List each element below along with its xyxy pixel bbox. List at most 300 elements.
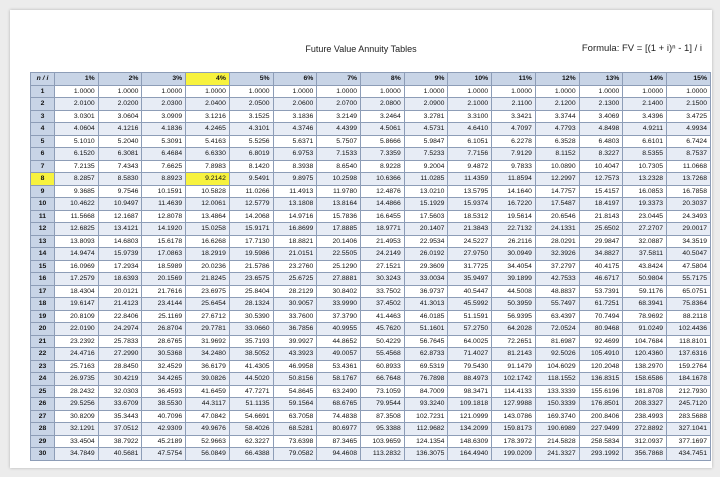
table-cell: 10.2598 [317,173,361,186]
table-cell: 20.1406 [317,235,361,248]
table-cell: 66.7648 [361,373,405,386]
table-cell: 12.0061 [186,198,230,211]
table-cell: 17.5603 [404,210,448,223]
period-label: 5 [31,135,55,148]
table-cell: 49.9676 [186,423,230,436]
table-cell: 1.0000 [273,85,317,98]
table-cell: 30.0949 [492,248,536,261]
table-cell: 16.7220 [492,198,536,211]
table-cell: 39.0826 [186,373,230,386]
table-cell: 1.0000 [535,85,579,98]
table-cell: 8.8923 [142,173,186,186]
table-cell: 3.1836 [273,110,317,123]
table-cell: 9.7546 [98,185,142,198]
table-cell: 241.3327 [535,448,579,461]
table-cell: 36.7856 [273,323,317,336]
table-cell: 9.2004 [404,160,448,173]
table-cell: 6.1520 [55,148,99,161]
table-cell: 9.8975 [273,173,317,186]
table-row [31,98,711,111]
table-cell: 70.7494 [579,310,623,323]
table-cell: 50.8156 [273,373,317,386]
table-cell: 30.8209 [55,410,99,423]
table-cell: 312.0937 [623,435,667,448]
table-cell: 10.5828 [186,185,230,198]
table-cell: 47.5754 [142,448,186,461]
table-cell: 44.5008 [492,285,536,298]
table-cell: 37.5811 [623,248,667,261]
table-cell: 44.3117 [186,398,230,411]
table-cell: 47.5804 [667,260,711,273]
table-cell: 92.4699 [579,335,623,348]
table-cell: 5.8666 [361,135,405,148]
table-cell: 33.7502 [361,285,405,298]
table-cell: 28.0291 [535,235,579,248]
table-cell: 21.4123 [98,298,142,311]
table-cell: 78.9692 [623,310,667,323]
table-cell: 3.2149 [317,110,361,123]
table-cell: 6.4684 [142,148,186,161]
table-cell: 65.0751 [667,285,711,298]
period-label: 12 [31,223,55,236]
table-cell: 1.0000 [317,85,361,98]
table-cell: 10.4622 [55,198,99,211]
table-cell: 1.0000 [229,85,273,98]
table-cell: 2.0200 [98,98,142,111]
table-cell: 155.6196 [579,385,623,398]
table-cell: 66.4388 [229,448,273,461]
table-cell: 11.4359 [448,173,492,186]
table-row [31,198,711,211]
table-cell: 93.3240 [404,398,448,411]
table-cell: 10.7305 [623,160,667,173]
table-cell: 80.6977 [317,423,361,436]
table-cell: 12.6825 [55,223,99,236]
rate-header: 13% [579,73,623,86]
table-cell: 35.9497 [448,273,492,286]
period-label: 17 [31,285,55,298]
table-cell: 10.1591 [142,185,186,198]
period-label: 1 [31,85,55,98]
period-label: 22 [31,348,55,361]
table-cell: 11.4639 [142,198,186,211]
table-cell: 34.7849 [55,448,99,461]
table-cell: 75.8364 [667,298,711,311]
table-cell: 76.7898 [404,373,448,386]
table-cell: 87.3465 [317,435,361,448]
table-cell: 19.5614 [492,210,536,223]
table-cell: 2.1100 [492,98,536,111]
table-cell: 33.9990 [317,298,361,311]
table-cell: 150.3339 [535,398,579,411]
table-cell: 21.7616 [142,285,186,298]
table-cell: 40.7096 [142,410,186,423]
table-cell: 24.5227 [448,235,492,248]
table-cell: 29.0017 [667,223,711,236]
table-cell: 18.4197 [579,198,623,211]
table-row [31,123,711,136]
table-cell: 34.2480 [186,348,230,361]
table-cell: 79.0582 [273,448,317,461]
table-cell: 37.4502 [361,298,405,311]
table-cell: 13.0210 [404,185,448,198]
table-cell: 20.6546 [535,210,579,223]
rate-header: 6% [273,73,317,86]
table-cell: 56.0849 [186,448,230,461]
table-cell: 32.0303 [98,385,142,398]
table-cell: 4.7793 [535,123,579,136]
table-cell: 245.7120 [667,398,711,411]
table-cell: 8.3938 [273,160,317,173]
table-cell: 136.8315 [579,373,623,386]
period-label: 14 [31,248,55,261]
table-cell: 32.0887 [623,235,667,248]
table-cell: 356.7868 [623,448,667,461]
table-cell: 63.2490 [317,385,361,398]
table-cell: 50.3959 [492,298,536,311]
table-cell: 13.1808 [273,198,317,211]
table-cell: 3.1216 [186,110,230,123]
period-label: 21 [31,335,55,348]
table-cell: 87.3508 [361,410,405,423]
table-cell: 46.6717 [579,273,623,286]
table-cell: 8.6540 [317,160,361,173]
table-cell: 176.8501 [579,398,623,411]
table-cell: 17.7130 [229,235,273,248]
table-cell: 27.9750 [448,248,492,261]
table-cell: 14.1640 [492,185,536,198]
table-cell: 40.4175 [579,260,623,273]
table-cell: 178.3972 [492,435,536,448]
table-cell: 159.2764 [667,360,711,373]
rate-header: 4% [186,73,230,86]
table-cell: 11.5668 [55,210,99,223]
table-cell: 8.1420 [229,160,273,173]
table-cell: 8.9228 [361,160,405,173]
table-cell: 13.5795 [448,185,492,198]
table-cell: 53.7391 [579,285,623,298]
period-label: 29 [31,435,55,448]
table-row [31,448,711,461]
table-cell: 133.3339 [535,385,579,398]
table-cell: 283.5688 [667,410,711,423]
table-cell: 48.8837 [535,285,579,298]
table-cell: 10.4047 [579,160,623,173]
table-cell: 32.1291 [55,423,99,436]
table-cell: 7.3359 [361,148,405,161]
header-row [31,73,711,86]
table-body [31,85,711,460]
period-label: 26 [31,398,55,411]
table-row [31,173,711,186]
table-cell: 377.1697 [667,435,711,448]
period-label: 16 [31,273,55,286]
table-cell: 6.4803 [579,135,623,148]
table-cell: 68.3941 [623,298,667,311]
table-cell: 2.0500 [229,98,273,111]
table-cell: 27.1521 [361,260,405,273]
table-cell: 12.4876 [361,185,405,198]
table-cell: 80.9468 [579,323,623,336]
table-cell: 24.1331 [535,223,579,236]
table-cell: 7.9129 [492,148,536,161]
table-cell: 17.0863 [142,248,186,261]
table-cell: 45.2189 [142,435,186,448]
table-cell: 42.7533 [535,273,579,286]
period-label: 19 [31,310,55,323]
table-cell: 23.2760 [273,260,317,273]
table-cell: 1.0000 [579,85,623,98]
table-cell: 20.1407 [404,223,448,236]
table-row [31,85,711,98]
table-row [31,260,711,273]
table-cell: 6.8019 [229,148,273,161]
table-row [31,348,711,361]
table-cell: 25.1290 [317,260,361,273]
table-cell: 4.3101 [229,123,273,136]
table-cell: 33.6709 [98,398,142,411]
table-cell: 15.6178 [142,235,186,248]
table-cell: 6.3528 [535,135,579,148]
table-cell: 24.2149 [361,248,405,261]
table-cell: 91.1479 [492,360,536,373]
period-label: 20 [31,323,55,336]
table-cell: 327.1041 [667,423,711,436]
table-row [31,210,711,223]
table-cell: 45.7620 [361,323,405,336]
table-cell: 81.2143 [492,348,536,361]
period-label: 28 [31,423,55,436]
table-cell: 56.9395 [492,310,536,323]
table-cell: 19.3373 [623,198,667,211]
table-cell: 84.7009 [404,385,448,398]
table-cell: 30.9057 [273,298,317,311]
table-cell: 34.3519 [667,235,711,248]
table-cell: 2.0100 [55,98,99,111]
table-cell: 18.2919 [186,248,230,261]
table-cell: 46.9958 [273,360,317,373]
table-cell: 20.0121 [98,285,142,298]
table-cell: 18.5989 [142,260,186,273]
table-cell: 11.8594 [492,173,536,186]
table-cell: 434.7451 [667,448,711,461]
table-cell: 68.5281 [273,423,317,436]
table-cell: 4.1216 [98,123,142,136]
table-cell: 199.0209 [492,448,536,461]
table-cell: 21.4953 [361,235,405,248]
table-cell: 13.2328 [623,173,667,186]
rate-header: 9% [404,73,448,86]
table-cell: 34.8827 [579,248,623,261]
table-cell: 19.6147 [55,298,99,311]
table-cell: 121.0999 [448,410,492,423]
period-label: 23 [31,360,55,373]
table-cell: 200.8406 [579,410,623,423]
period-label: 13 [31,235,55,248]
table-cell: 62.8733 [404,348,448,361]
table-cell: 102.4436 [667,323,711,336]
table-cell: 79.5430 [448,360,492,373]
table-cell: 2.1200 [535,98,579,111]
table-cell: 56.7645 [404,335,448,348]
table-cell: 32.4529 [142,360,186,373]
table-cell: 39.1899 [492,273,536,286]
table-cell: 12.5779 [229,198,273,211]
table-cell: 53.4361 [317,360,361,373]
period-label: 11 [31,210,55,223]
table-cell: 102.7231 [404,410,448,423]
table-cell: 40.5047 [667,248,711,261]
table-cell: 3.4396 [623,110,667,123]
table-cell: 38.5052 [229,348,273,361]
table-cell: 14.9474 [55,248,99,261]
table-cell: 3.3421 [492,110,536,123]
table-row [31,223,711,236]
table-cell: 23.2392 [55,335,99,348]
table-cell: 18.4304 [55,285,99,298]
table-cell: 3.4069 [579,110,623,123]
period-label: 9 [31,185,55,198]
table-cell: 49.0057 [317,348,361,361]
table-cell: 118.1552 [535,373,579,386]
table-cell: 3.2464 [361,110,405,123]
rate-header: 14% [623,73,667,86]
table-cell: 4.0604 [55,123,99,136]
table-cell: 54.6691 [229,410,273,423]
rate-header: 5% [229,73,273,86]
table-cell: 24.2974 [98,323,142,336]
table-row [31,160,711,173]
table-cell: 50.9804 [623,273,667,286]
table-cell: 4.8498 [579,123,623,136]
table-cell: 35.7193 [229,335,273,348]
table-row [31,310,711,323]
table-cell: 15.9739 [98,248,142,261]
table-cell: 22.0190 [55,323,99,336]
table-cell: 8.2857 [55,173,99,186]
table-cell: 10.6366 [361,173,405,186]
table-cell: 10.9497 [98,198,142,211]
table-cell: 26.9735 [55,373,99,386]
table-cell: 6.9753 [273,148,317,161]
table-cell: 21.3843 [448,223,492,236]
rate-header: 7% [317,73,361,86]
table-cell: 20.0236 [186,260,230,273]
table-cell: 72.0524 [535,323,579,336]
table-cell: 22.9534 [404,235,448,248]
table-cell: 2.0400 [186,98,230,111]
rate-header: 10% [448,73,492,86]
formula-label: Formula: FV = [(1 + i)ⁿ - 1] / i [581,43,702,54]
table-cell: 13.8093 [55,235,99,248]
table-cell: 73.1059 [361,385,405,398]
table-cell: 5.1010 [55,135,99,148]
table-cell: 3.4725 [667,110,711,123]
table-cell: 17.2579 [55,273,99,286]
table-cell: 29.5256 [55,398,99,411]
table-cell: 105.4910 [579,348,623,361]
rate-header: 8% [361,73,405,86]
table-cell: 43.3923 [273,348,317,361]
table-cell: 1.0000 [142,85,186,98]
table-cell: 9.2142 [186,173,230,186]
table-cell: 94.4608 [317,448,361,461]
table-cell: 28.1324 [229,298,273,311]
table-cell: 25.7163 [55,360,99,373]
table-cell: 8.5355 [623,148,667,161]
period-label: 6 [31,148,55,161]
table-cell: 26.2116 [492,235,536,248]
table-cell: 36.9737 [404,285,448,298]
table-cell: 212.7930 [667,385,711,398]
table-cell: 92.5026 [535,348,579,361]
period-label: 3 [31,110,55,123]
table-cell: 104.7684 [623,335,667,348]
table-cell: 14.1920 [142,223,186,236]
table-cell: 37.2797 [535,260,579,273]
table-cell: 12.1687 [98,210,142,223]
table-cell: 15.0258 [186,223,230,236]
table-row [31,360,711,373]
table-row [31,298,711,311]
table-cell: 33.4504 [55,435,99,448]
table-cell: 1.0000 [404,85,448,98]
table-cell: 52.9663 [186,435,230,448]
table-cell: 7.1533 [317,148,361,161]
table-cell: 28.2432 [55,385,99,398]
table-cell: 8.7537 [667,148,711,161]
table-cell: 120.4360 [623,348,667,361]
table-cell: 68.6765 [317,398,361,411]
page-title: Future Value Annuity Tables [305,44,417,54]
table-cell: 4.2465 [186,123,230,136]
table-cell: 98.3471 [448,385,492,398]
table-cell: 2.1300 [579,98,623,111]
table-row [31,185,711,198]
table-cell: 5.2040 [98,135,142,148]
table-cell: 1.0000 [55,85,99,98]
table-cell: 16.6455 [361,210,405,223]
table-cell: 41.4305 [229,360,273,373]
table-cell: 30.5368 [142,348,186,361]
table-cell: 18.8821 [273,235,317,248]
corner-header: n / i [31,73,55,86]
table-cell: 41.6459 [186,385,230,398]
table-cell: 104.6029 [535,360,579,373]
table-cell: 124.1354 [404,435,448,448]
table-cell: 4.1836 [142,123,186,136]
table-cell: 14.9716 [273,210,317,223]
table-cell: 25.6725 [273,273,317,286]
table-cell: 26.0192 [404,248,448,261]
table-cell: 35.3443 [98,410,142,423]
period-label: 25 [31,385,55,398]
table-cell: 23.6975 [186,285,230,298]
table-cell: 169.3740 [535,410,579,423]
table-cell: 47.7271 [229,385,273,398]
table-cell: 51.1135 [229,398,273,411]
table-cell: 15.7836 [317,210,361,223]
table-cell: 29.7781 [186,323,230,336]
table-cell: 81.6987 [535,335,579,348]
table-cell: 26.8704 [142,323,186,336]
period-label: 4 [31,123,55,136]
table-cell: 51.1601 [404,323,448,336]
table-cell: 17.2934 [98,260,142,273]
table-cell: 3.0301 [55,110,99,123]
table-cell: 25.1169 [142,310,186,323]
table-row [31,323,711,336]
